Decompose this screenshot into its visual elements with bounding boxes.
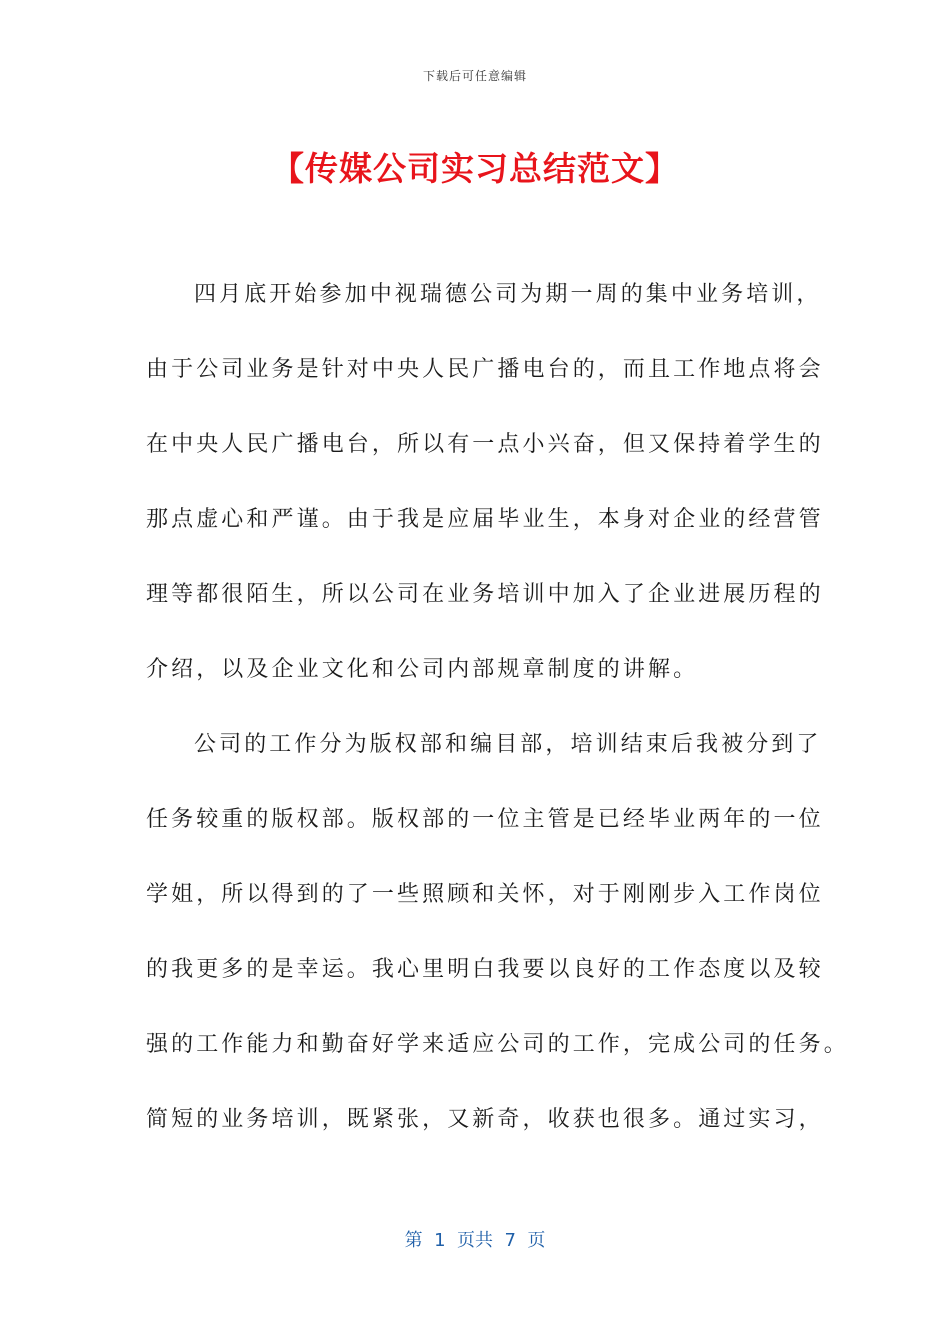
paragraph-line: 四月底开始参加中视瑞德公司为期一周的集中业务培训， (194, 282, 822, 307)
paragraph-line: 强的工作能力和勤奋好学来适应公司的工作，完成公司的任务。 (146, 1032, 849, 1057)
paragraph-line: 那点虚心和严谨。由于我是应届毕业生，本身对企业的经营管 (146, 507, 824, 532)
paragraph-line: 简短的业务培训，既紧张，又新奇，收获也很多。通过实习， (146, 1107, 824, 1132)
paragraph-line: 公司的工作分为版权部和编目部，培训结束后我被分到了 (194, 732, 822, 757)
paragraph-line: 理等都很陌生，所以公司在业务培训中加入了企业进展历程的 (146, 582, 824, 607)
header-note: 下载后可任意编辑 (422, 69, 527, 83)
paragraph-line: 介绍，以及企业文化和公司内部规章制度的讲解。 (146, 657, 699, 682)
page-number-footer: 第 1 页共 7 页 (404, 1230, 546, 1251)
paragraph-line: 的我更多的是幸运。我心里明白我要以良好的工作态度以及较 (146, 957, 824, 982)
paragraph-line: 在中央人民广播电台，所以有一点小兴奋，但又保持着学生的 (146, 432, 824, 457)
paragraph-line: 任务较重的版权部。版权部的一位主管是已经毕业两年的一位 (146, 807, 824, 832)
paragraph-line: 由于公司业务是针对中央人民广播电台的，而且工作地点将会 (146, 357, 824, 382)
paragraph-line: 学姐，所以得到的了一些照顾和关怀，对于刚刚步入工作岗位 (146, 882, 824, 907)
document-title: 【传媒公司实习总结范文】 (271, 149, 679, 188)
document-body (146, 270, 849, 1170)
